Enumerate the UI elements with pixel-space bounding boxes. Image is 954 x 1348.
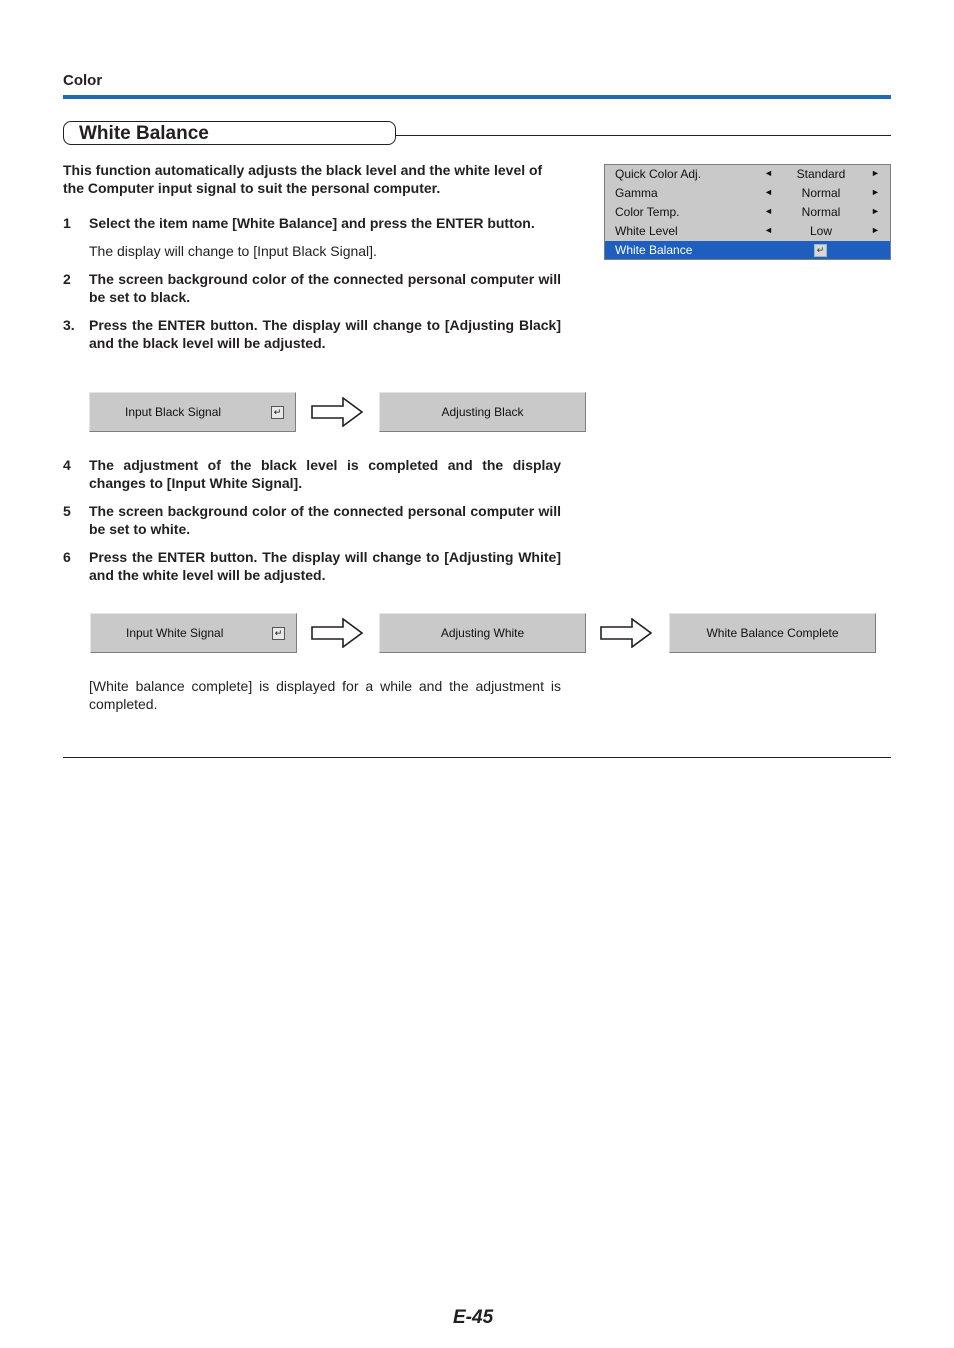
right-arrow-icon[interactable]: ► <box>871 187 880 197</box>
osd-adjusting-white <box>379 613 586 653</box>
menu-item-value: Low <box>809 224 832 238</box>
step-number: 4 <box>63 457 71 473</box>
step-number: 1 <box>63 215 71 231</box>
page-title: White Balance <box>79 123 209 144</box>
footer-rule <box>63 757 891 758</box>
header-rule <box>63 95 891 99</box>
osd-label: White Balance Complete <box>706 626 839 640</box>
menu-item-value: Normal <box>801 186 841 200</box>
osd-label: Adjusting Black <box>441 405 524 419</box>
step-1 <box>63 214 561 232</box>
step-text: Select the item name [White Balance] and press the ENTER button. <box>89 215 535 231</box>
step-3 <box>63 316 561 352</box>
title-box <box>63 121 396 145</box>
step-number: 2 <box>63 271 71 287</box>
menu-item-label: Color Temp. <box>615 205 680 219</box>
enter-icon[interactable]: ↵ <box>814 244 827 257</box>
osd-adjusting-black <box>379 392 586 432</box>
step-5 <box>63 502 561 538</box>
title-rule <box>396 135 891 136</box>
step-text: The adjustment of the black level is completed and the display changes to [Input White Signal]. <box>89 457 561 491</box>
step-4 <box>63 456 561 492</box>
menu-item-label: White Level <box>615 224 678 238</box>
enter-icon: ↵ <box>271 406 284 419</box>
step-number: 5 <box>63 503 71 519</box>
right-arrow-icon <box>311 618 363 648</box>
right-arrow-icon[interactable]: ► <box>871 206 880 216</box>
osd-input-white-signal <box>90 613 297 653</box>
osd-label: Input Black Signal <box>125 405 222 419</box>
osd-label: Adjusting White <box>440 626 525 640</box>
menu-item-value: Normal <box>801 205 841 219</box>
osd-menu <box>604 164 891 260</box>
menu-item-value: Standard <box>796 167 846 181</box>
step-2 <box>63 270 561 306</box>
menu-row-color-temp[interactable] <box>605 203 890 222</box>
right-arrow-icon[interactable]: ► <box>871 168 880 178</box>
page-number: E-45 <box>453 1307 494 1328</box>
menu-row-white-level[interactable] <box>605 222 890 241</box>
step-text: The screen background color of the connected personal computer will be set to black. <box>89 271 561 305</box>
left-arrow-icon[interactable]: ◄ <box>764 225 773 235</box>
right-arrow-icon <box>311 397 363 427</box>
osd-input-black-signal <box>89 392 296 432</box>
right-arrow-icon <box>600 618 652 648</box>
menu-item-label: Quick Color Adj. <box>615 167 702 181</box>
menu-item-label: Gamma <box>615 186 658 200</box>
final-note: [White balance complete] is displayed for a while and the adjustment is completed. <box>89 678 561 712</box>
step-6 <box>63 548 561 584</box>
left-arrow-icon[interactable]: ◄ <box>764 168 773 178</box>
menu-item-label: White Balance <box>615 243 693 257</box>
right-arrow-icon[interactable]: ► <box>871 225 880 235</box>
left-arrow-icon[interactable]: ◄ <box>764 206 773 216</box>
left-arrow-icon[interactable]: ◄ <box>764 187 773 197</box>
osd-white-balance-complete <box>669 613 876 653</box>
menu-row-quick-color[interactable] <box>605 165 890 184</box>
enter-icon: ↵ <box>272 627 285 640</box>
step-text: The screen background color of the connected personal computer will be set to white. <box>89 503 561 537</box>
menu-row-gamma[interactable] <box>605 184 890 203</box>
step-text: Press the ENTER button. The display will change to [Adjusting White] and the white level will be adjusted. <box>89 549 561 583</box>
intro-text: This function automatically adjusts the black level and the white level of the Computer input signal to suit the personal computer. <box>63 162 543 196</box>
step-number: 6 <box>63 549 71 565</box>
menu-row-white-balance[interactable] <box>605 241 890 259</box>
step-number: 3. <box>63 317 75 333</box>
step-1-note: The display will change to [Input Black Signal]. <box>89 243 377 259</box>
section-label: Color <box>63 72 103 89</box>
step-text: Press the ENTER button. The display will change to [Adjusting Black] and the black level will be adjusted. <box>89 317 561 351</box>
osd-label: Input White Signal <box>126 626 224 640</box>
